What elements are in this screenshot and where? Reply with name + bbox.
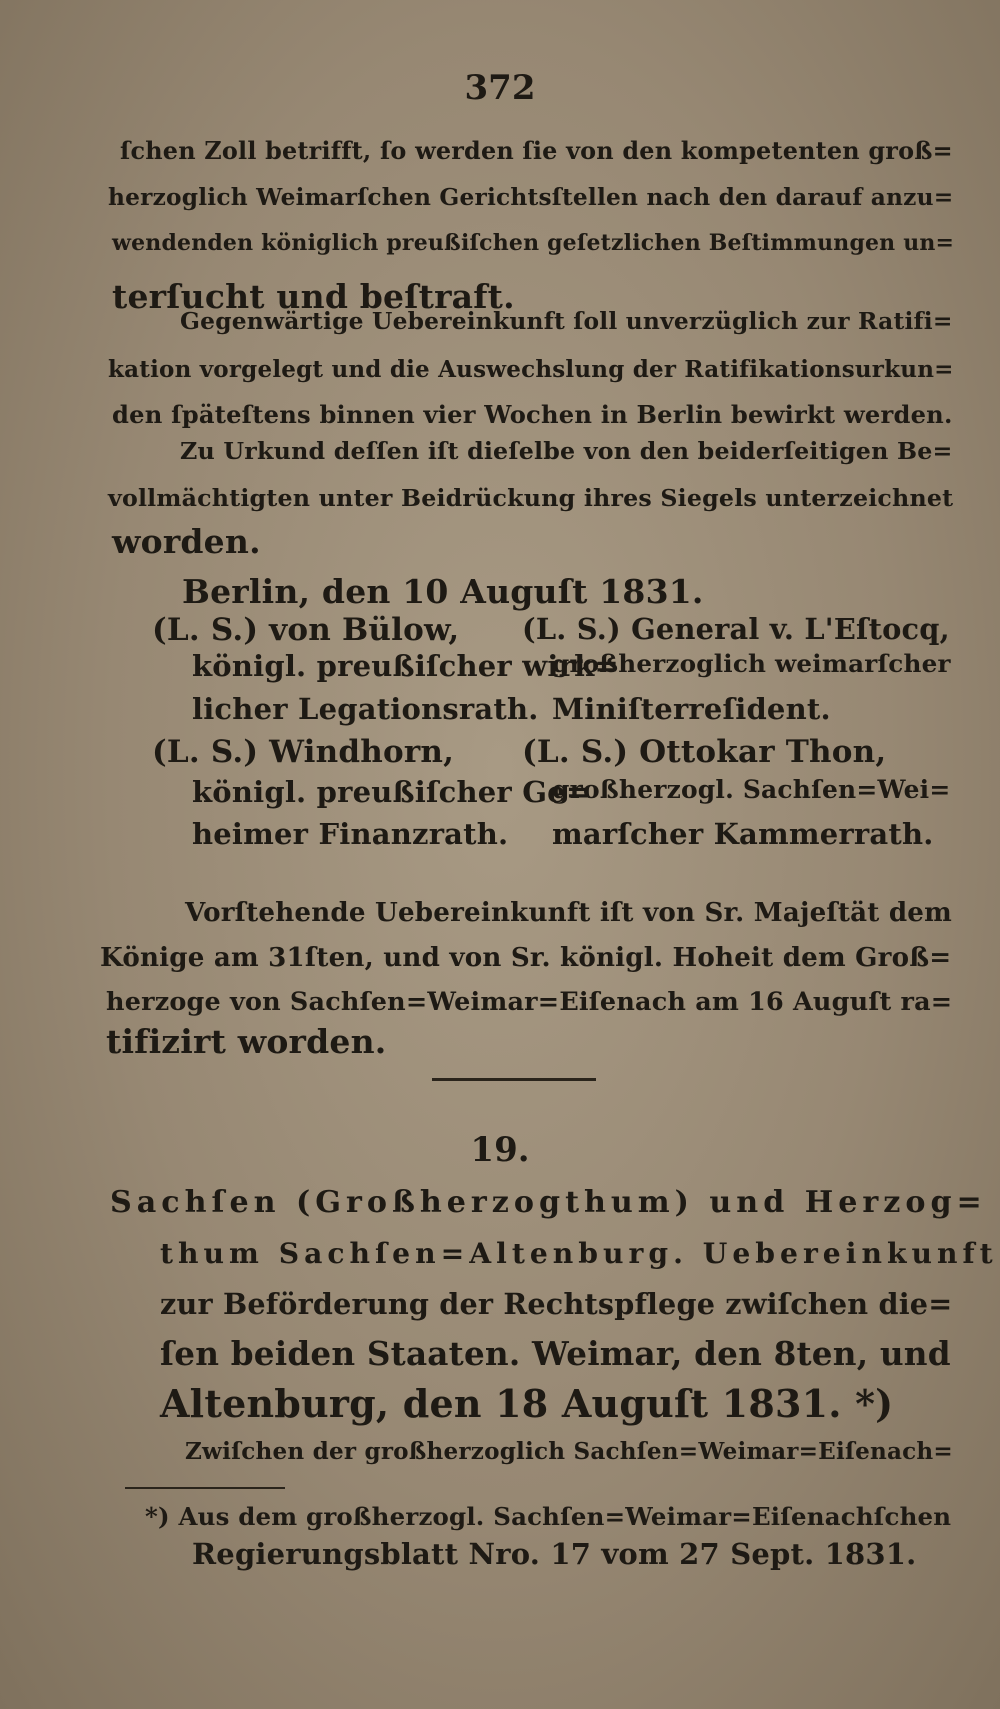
section-heading-line: zur Beförderung der Rechtspflege zwiſchen die= [160,1287,953,1321]
body-line: herzoglich Weimarſchen Gerichtsſtellen nach den darauf anzu= [108,184,954,211]
body-line: vollmächtigten unter Beidrückung ihres Siegels unterzeichnet [108,484,954,512]
page-number: 372 [464,68,536,108]
body-line: Zwiſchen der großherzoglich Sachſen=Weimar=Eiſenach= [185,1438,953,1465]
body-line: Gegenwärtige Uebereinkunft ſoll unverzüglich zur Ratifi= [180,307,953,335]
section-heading-line: ſen beiden Staaten. Weimar, den 8ten, und [160,1334,951,1373]
date-line: Berlin, den 10 Auguſt 1831. [182,572,704,611]
signature-left: (L. S.) von Bülow, [152,612,460,648]
section-heading-line: thum Sachſen=Altenburg. Uebereinkunft [160,1237,998,1270]
footnote-line: *) Aus dem großherzogl. Sachſen=Weimar=Eiſenachſchen [145,1502,952,1531]
body-line: wendenden königlich preußiſchen geſetzlichen Beſtimmungen un= [112,230,955,256]
signature-title-left: heimer Finanzrath. [192,817,509,851]
footnote-line: Regierungsblatt Nro. 17 vom 27 Sept. 1831. [192,1537,917,1571]
signature-title-right: marſcher Kammerrath. [552,817,934,851]
signature-title-right: Miniſterreſident. [552,692,831,726]
signature-right: (L. S.) General v. L'Eſtocq, [522,612,950,646]
body-line: terſucht und beſtraft. [112,277,515,316]
signature-right: (L. S.) Ottokar Thon, [522,734,887,770]
signature-title-right: großherzoglich weimarſcher [552,649,951,678]
body-line: tifizirt worden. [106,1022,387,1061]
body-line: kation vorgelegt und die Auswechslung der Ratifikationsurkun= [108,356,954,383]
section-number: 19. [470,1130,530,1170]
signature-title-left: königl. preußiſcher Ge= [192,775,591,809]
section-divider [432,1078,596,1081]
body-line: den ſpäteſtens binnen vier Wochen in Berlin bewirkt werden. [112,400,953,429]
body-line: ſchen Zoll betrifft, ſo werden ſie von den kompetenten groß= [120,137,953,165]
footnote-divider [125,1487,285,1489]
section-heading-line: Sachſen (Großherzogthum) und Herzog= [110,1185,987,1220]
body-line: worden. [112,522,261,561]
signature-title-left: königl. preußiſcher wirk= [192,649,619,683]
body-line: Könige am 31ſten, und von Sr. königl. Hoheit dem Groß= [100,942,952,973]
section-heading-line: Altenburg, den 18 Auguſt 1831. *) [160,1381,894,1426]
body-line: Vorſtehende Uebereinkunft iſt von Sr. Majeſtät dem [185,897,952,928]
signature-title-right: großherzogl. Sachſen=Wei= [552,775,951,804]
signature-left: (L. S.) Windhorn, [152,734,455,770]
body-line: herzoge von Sachſen=Weimar=Eiſenach am 16 Auguſt ra= [106,987,953,1017]
body-line: Zu Urkund deſſen iſt dieſelbe von den beiderſeitigen Be= [180,437,953,465]
signature-title-left: licher Legationsrath. [192,692,539,726]
